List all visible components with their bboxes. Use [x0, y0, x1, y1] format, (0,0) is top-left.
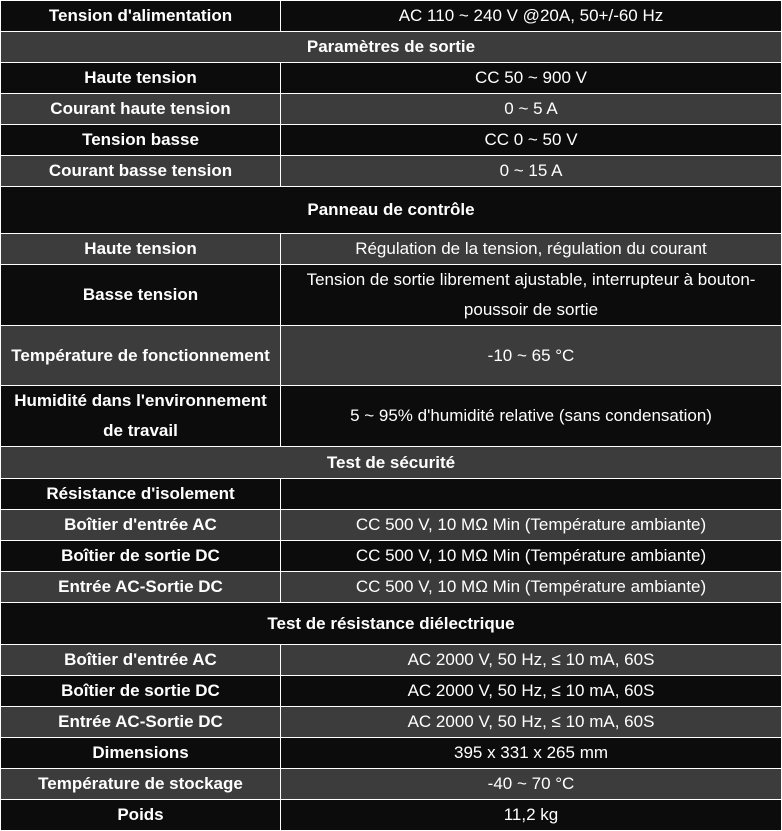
- table-row: [1, 326, 782, 386]
- row-label: Courant haute tension: [1, 94, 281, 125]
- table-row: [1, 645, 782, 676]
- row-value: AC 2000 V, 50 Hz, ≤ 10 mA, 60S: [281, 645, 782, 676]
- row-value: -40 ~ 70 °C: [281, 769, 782, 800]
- table-row: [1, 265, 782, 326]
- row-value: CC 0 ~ 50 V: [281, 125, 782, 156]
- row-value: 11,2 kg: [281, 800, 782, 831]
- table-row: [1, 769, 782, 800]
- row-label: Température de stockage: [1, 769, 281, 800]
- table-row: [1, 386, 782, 447]
- table-row: [1, 510, 782, 541]
- row-value: 0 ~ 15 A: [281, 156, 782, 187]
- section-title: Test de résistance diélectrique: [1, 603, 782, 645]
- row-value: 0 ~ 5 A: [281, 94, 782, 125]
- section-title: Paramètres de sortie: [1, 32, 782, 63]
- row-value: AC 2000 V, 50 Hz, ≤ 10 mA, 60S: [281, 707, 782, 738]
- row-label: Résistance d'isolement: [1, 479, 281, 510]
- section-header: [1, 187, 782, 234]
- section-header: [1, 603, 782, 645]
- table-row: [1, 479, 782, 510]
- row-label: Boîtier d'entrée AC: [1, 645, 281, 676]
- row-label: Courant basse tension: [1, 156, 281, 187]
- table-row: [1, 1, 782, 32]
- row-value: 5 ~ 95% d'humidité relative (sans condensation): [281, 386, 782, 447]
- table-row: [1, 94, 782, 125]
- row-value: [281, 479, 782, 510]
- section-title: Test de sécurité: [1, 447, 782, 479]
- table-row: [1, 707, 782, 738]
- section-title: Panneau de contrôle: [1, 187, 782, 234]
- row-label: Boîtier de sortie DC: [1, 676, 281, 707]
- table-row: [1, 234, 782, 265]
- row-label: Dimensions: [1, 738, 281, 769]
- row-label: Tension basse: [1, 125, 281, 156]
- row-value: Tension de sortie librement ajustable, interrupteur à bouton-poussoir de sortie: [281, 265, 782, 326]
- row-label: Boîtier de sortie DC: [1, 541, 281, 572]
- row-value: CC 50 ~ 900 V: [281, 63, 782, 94]
- table-row: [1, 800, 782, 831]
- row-value: CC 500 V, 10 MΩ Min (Température ambiante): [281, 510, 782, 541]
- row-value: AC 2000 V, 50 Hz, ≤ 10 mA, 60S: [281, 676, 782, 707]
- row-label: Basse tension: [1, 265, 281, 326]
- section-header: [1, 32, 782, 63]
- table-row: [1, 156, 782, 187]
- row-label: Humidité dans l'environnement de travail: [1, 386, 281, 447]
- row-value: -10 ~ 65 °C: [281, 326, 782, 386]
- row-label: Tension d'alimentation: [1, 1, 281, 32]
- row-value: AC 110 ~ 240 V @20A, 50+/-60 Hz: [281, 1, 782, 32]
- table-row: [1, 572, 782, 603]
- row-label: Température de fonctionnement: [1, 326, 281, 386]
- row-value: Régulation de la tension, régulation du courant: [281, 234, 782, 265]
- row-label: Haute tension: [1, 234, 281, 265]
- row-label: Entrée AC-Sortie DC: [1, 707, 281, 738]
- row-label: Haute tension: [1, 63, 281, 94]
- row-value: 395 x 331 x 265 mm: [281, 738, 782, 769]
- table-row: [1, 125, 782, 156]
- table-row: [1, 541, 782, 572]
- row-value: CC 500 V, 10 MΩ Min (Température ambiante): [281, 541, 782, 572]
- table-row: [1, 63, 782, 94]
- section-header: [1, 447, 782, 479]
- row-value: CC 500 V, 10 MΩ Min (Température ambiante): [281, 572, 782, 603]
- table-row: [1, 676, 782, 707]
- row-label: Boîtier d'entrée AC: [1, 510, 281, 541]
- row-label: Entrée AC-Sortie DC: [1, 572, 281, 603]
- table-row: [1, 738, 782, 769]
- row-label: Poids: [1, 800, 281, 831]
